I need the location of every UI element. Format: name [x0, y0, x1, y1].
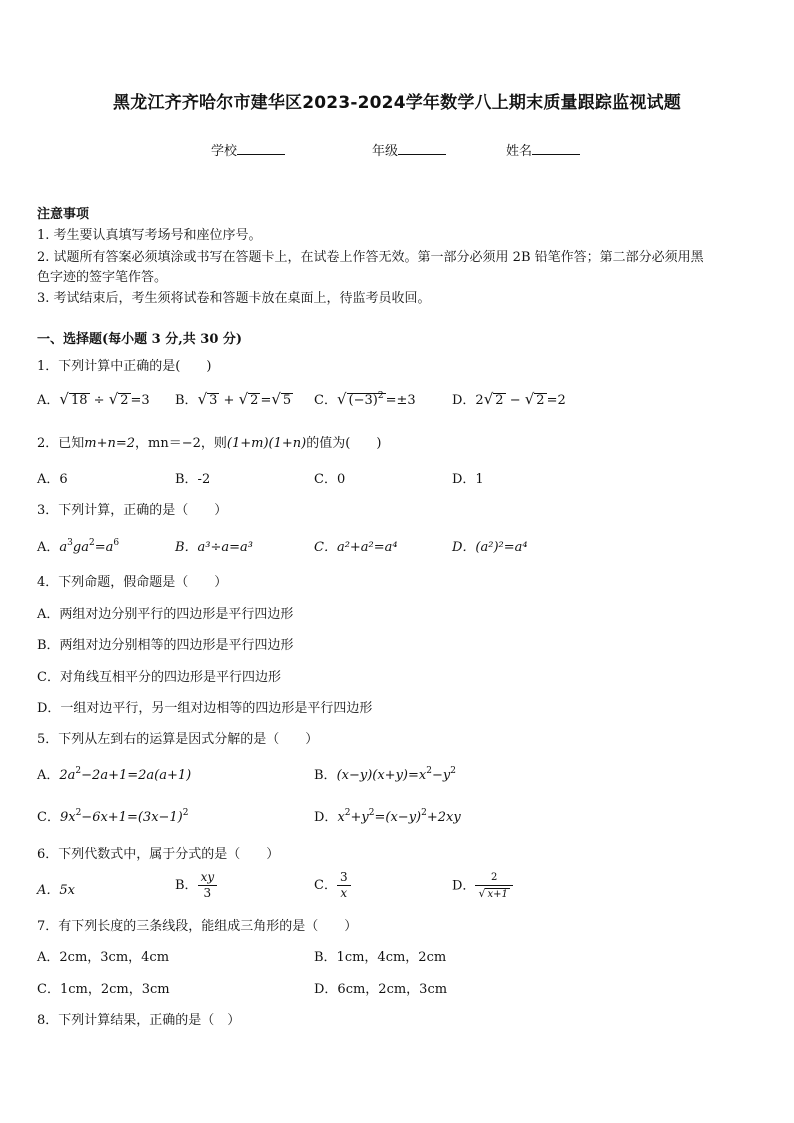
option-c: C． $\frac{3}{x}$: [314, 870, 351, 901]
option-c: C．0: [314, 472, 346, 487]
question-stem: 2．已知m+n=2，mn＝−2，则(1+m)(1+n)的值为( ): [37, 436, 382, 451]
option-a: A．两组对边分别平行的四边形是平行四边形: [37, 607, 294, 622]
option-d: D． $\frac{2}{√ x+1}$: [452, 870, 513, 902]
question-stem: 6．下列代数式中，属于分式的是（ ）: [37, 847, 280, 862]
question-stem: 8．下列计算结果，正确的是（ ）: [37, 1013, 241, 1028]
option-d: D．一组对边平行，另一组对边相等的四边形是平行四边形: [37, 701, 373, 716]
section-heading: 一、选择题(每小题 3 分,共 30 分): [37, 332, 243, 347]
option-b: B．1cm，4cm，2cm: [314, 950, 447, 965]
option-a: A．$2a^2-2a+1=2a(a+1)$: [37, 766, 192, 783]
name-blank[interactable]: [532, 142, 580, 155]
option-a: A．$a^3ga^2=a^6$: [37, 538, 120, 555]
note-item: 1. 考生要认真填写考场号和座位序号。: [37, 228, 262, 243]
option-c: C．a²+a²=a⁴: [314, 540, 398, 555]
exam-title: 黑龙江齐齐哈尔市建华区2023-2024学年数学八上期末质量跟踪监视试题: [113, 93, 681, 113]
option-a: A．6: [37, 472, 68, 487]
question-stem: 4．下列命题，假命题是（ ）: [37, 575, 228, 590]
option-a: A．5x: [37, 883, 75, 898]
note-item: 3. 考试结束后，考生须将试卷和答题卡放在桌面上，待监考员收回。: [37, 291, 431, 306]
name-field: [506, 140, 580, 159]
option-c: C．对角线互相平分的四边形是平行四边形: [37, 670, 281, 685]
option-d: D．6cm，2cm，3cm: [314, 982, 448, 997]
option-d: D．2√ 2 − √ 2 =2: [452, 390, 566, 408]
note-item: 色字迹的签字笔作答。: [37, 270, 168, 285]
notes-heading: 注意事项: [37, 207, 90, 222]
option-c: C．$9x^2-6x+1=(3x-1)^2$: [37, 808, 189, 825]
option-a: A．√ 18 ÷ √ 2 =3: [37, 390, 150, 408]
school-blank[interactable]: [237, 142, 285, 155]
option-b: B．a³÷a=a³: [175, 540, 254, 555]
note-item: 2. 试题所有答案必须填涂或书写在答题卡上，在试卷上作答无效。第一部分必须用 2B 铅笔作答；第二部分必须用黑: [37, 250, 704, 265]
option-c: C．1cm，2cm，3cm: [37, 982, 170, 997]
question-stem: 3．下列计算，正确的是（ ）: [37, 503, 228, 518]
grade-field: [372, 140, 446, 159]
question-stem: 7．有下列长度的三条线段，能组成三角形的是（ ）: [37, 919, 358, 934]
grade-label: 年级: [372, 144, 399, 159]
option-d: D．1: [452, 472, 484, 487]
option-d: D．$x^2+y^2=(x-y)^2+2xy$: [314, 808, 461, 825]
grade-blank[interactable]: [398, 142, 446, 155]
option-a: A．2cm，3cm，4cm: [37, 950, 170, 965]
school-field: [211, 140, 285, 159]
option-b: B．-2: [175, 472, 211, 487]
name-label: 姓名: [506, 144, 533, 159]
option-c: C．√ $(-3)^2 =\pm 3$: [314, 390, 416, 408]
question-stem: 1．下列计算中正确的是( ): [37, 359, 212, 374]
school-label: 学校: [211, 144, 238, 159]
option-b: B． $\frac{xy}{3}$: [175, 870, 217, 901]
option-b: B．两组对边分别相等的四边形是平行四边形: [37, 638, 294, 653]
option-d: D．(a²)²=a⁴: [452, 540, 528, 555]
option-b: B．√ 3 + √ 2 =√ 5: [175, 390, 292, 408]
question-stem: 5．下列从左到右的运算是因式分解的是（ ）: [37, 732, 319, 747]
option-b: B．$(x-y)(x+y)=x^2-y^2$: [314, 766, 456, 783]
